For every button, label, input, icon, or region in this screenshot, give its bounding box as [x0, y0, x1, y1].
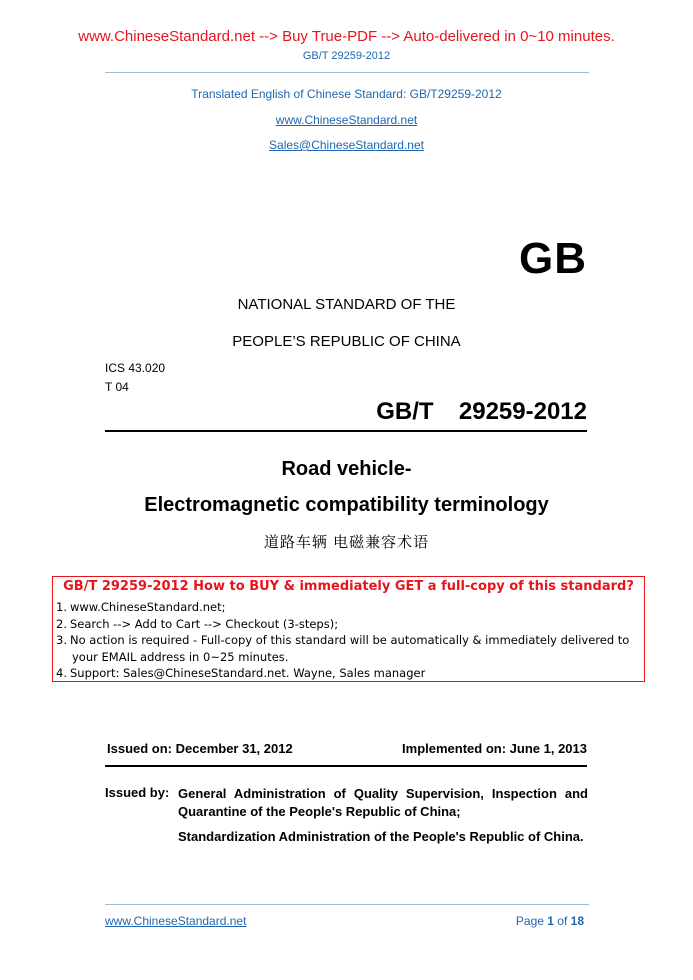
buy-step-text[interactable]: www.ChineseStandard.net;	[70, 600, 226, 614]
gb-mark: GB	[519, 234, 587, 283]
issued-on-date: Issued on: December 31, 2012	[107, 741, 293, 756]
title-line1: Road vehicle-	[281, 458, 412, 480]
classification-code: T 04	[105, 380, 129, 394]
buy-step-number: 3.	[56, 633, 67, 647]
buy-step-continuation: your EMAIL address in 0~25 minutes.	[72, 649, 289, 664]
buy-step-number: 1.	[56, 600, 67, 614]
footer-divider	[105, 904, 589, 905]
page-number: 1	[547, 914, 554, 928]
buy-step	[56, 616, 638, 633]
header-divider	[105, 72, 589, 73]
issuer-sac: Standardization Administration of the People's Republic of China.	[178, 829, 584, 844]
page-indicator	[516, 914, 584, 928]
header-std-code: GB/T 29259-2012	[302, 50, 391, 62]
site-link-wrapper	[0, 111, 693, 129]
implemented-on-date: Implemented on: June 1, 2013	[402, 741, 587, 756]
standard-number: GB/T 29259-2012	[376, 398, 587, 425]
buy-instructions-box	[52, 576, 645, 682]
buy-steps-list	[56, 599, 638, 682]
buy-step-text: Search --> Add to Cart --> Checkout (3-steps);	[70, 616, 339, 631]
title-chinese: 道路车辆 电磁兼容术语	[263, 534, 430, 551]
buy-step-text: Support: Sales@ChineseStandard.net. Wayne, Sales manager	[70, 666, 426, 680]
buy-step	[56, 599, 638, 616]
page-of: of	[553, 914, 571, 928]
buy-box-title: GB/T 29259-2012 How to BUY & immediately GET a full-copy of this standard?	[63, 579, 634, 594]
buy-step-text: No action is required - Full-copy of this standard will be automatically & immediately delivered to	[70, 633, 630, 647]
page-prefix: Page	[515, 914, 548, 928]
standard-number-rule	[105, 430, 587, 432]
national-standard-line2: PEOPLE’S REPUBLIC OF CHINA	[232, 333, 461, 350]
dates-rule	[105, 765, 587, 767]
site-link[interactable]: www.ChineseStandard.net	[275, 113, 418, 127]
footer-site-link[interactable]: www.ChineseStandard.net	[105, 914, 247, 928]
buy-step-number: 4.	[56, 666, 67, 680]
top-banner[interactable]: www.ChineseStandard.net --> Buy True-PDF --> Auto-delivered in 0~10 minutes.	[78, 28, 615, 45]
issuer-aqsiq: General Administration of Quality Supervision, Inspection and Quarantine of the People's Republic of China;	[178, 786, 588, 819]
ics-code: ICS 43.020	[105, 361, 166, 375]
translated-note: Translated English of Chinese Standard: GB/T29259-2012	[191, 87, 502, 101]
sales-link-wrapper	[0, 136, 693, 154]
title-line2: Electromagnetic compatibility terminology	[144, 494, 549, 516]
issued-by-label: Issued by:	[105, 785, 170, 800]
sales-email-link[interactable]: Sales@ChineseStandard.net	[269, 138, 424, 152]
page-total: 18	[570, 914, 584, 928]
buy-step	[56, 632, 638, 665]
buy-step-number: 2.	[56, 616, 67, 631]
buy-step	[56, 665, 638, 682]
national-standard-line1: NATIONAL STANDARD OF THE	[237, 296, 456, 313]
